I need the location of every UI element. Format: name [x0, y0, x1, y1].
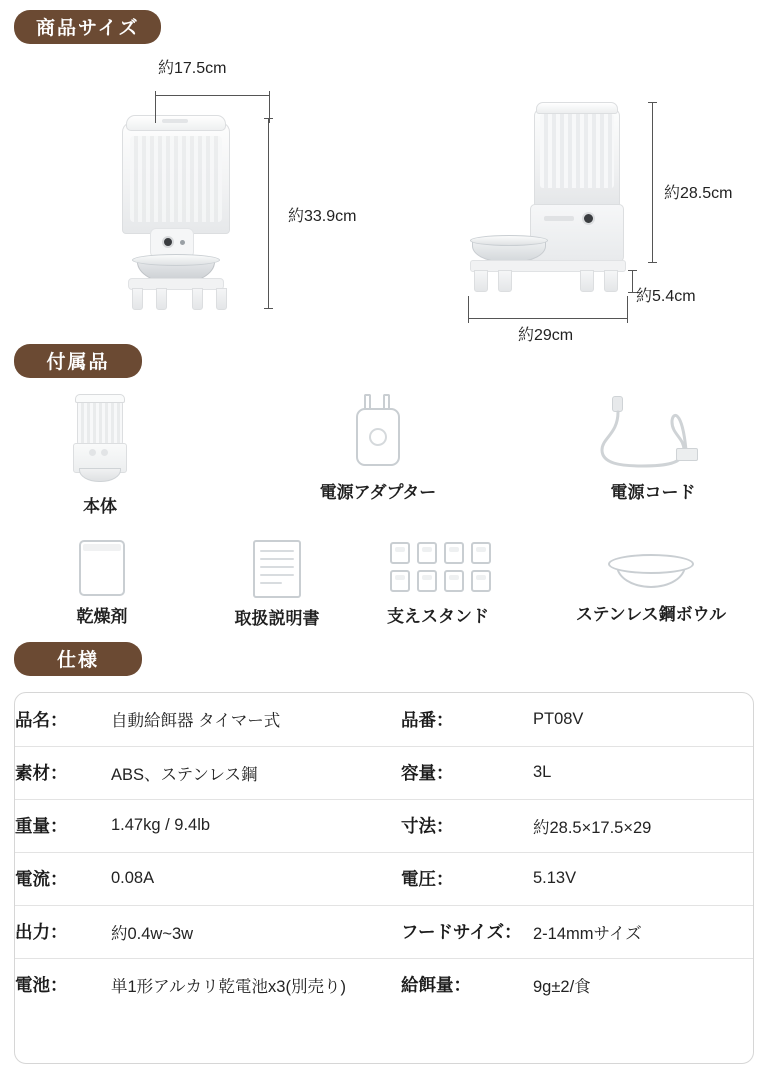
- spec-key: 電流：: [15, 852, 111, 905]
- spec-value: 3L: [533, 746, 753, 799]
- spec-key: 重量：: [15, 799, 111, 852]
- dim-tick: [648, 102, 657, 103]
- spec-value: PT08V: [533, 709, 584, 728]
- accessory-label: 乾燥剤: [76, 607, 128, 626]
- spec-section: [0, 640, 768, 1080]
- section-title-accessories: 付属品: [14, 344, 142, 378]
- spec-value: 9g±2/食: [533, 958, 753, 1011]
- spec-key: 電圧：: [401, 852, 533, 905]
- desiccant-icon: [79, 540, 125, 596]
- section-title-spec: 仕様: [14, 642, 142, 676]
- steel-bowl-icon: [608, 550, 694, 594]
- table-row: [15, 852, 753, 905]
- dim-label-front-width: 約17.5cm: [158, 60, 227, 77]
- accessories-section: [0, 340, 768, 640]
- spec-key: 品名：: [15, 709, 68, 730]
- dim-line-side-height: [652, 102, 653, 262]
- dim-line-side-clearance: [632, 270, 633, 292]
- accessory-label: 電源コード: [610, 483, 696, 502]
- dim-tick: [648, 262, 657, 263]
- accessory-item-adapter: [303, 394, 453, 503]
- table-row: [15, 799, 753, 852]
- accessory-item-cord: [578, 394, 728, 503]
- spec-value: 1.47kg / 9.4lb: [111, 799, 401, 852]
- dim-label-side-clearance: 約5.4cm: [636, 288, 696, 305]
- table-row: [15, 958, 753, 1011]
- spec-value: ABS、ステンレス鋼: [111, 746, 401, 799]
- dim-line-front-height: [268, 118, 269, 308]
- dim-label-front-height: 約33.9cm: [288, 208, 357, 225]
- spec-key: フードサイズ：: [401, 905, 533, 958]
- section-title-size: 商品サイズ: [14, 10, 161, 44]
- feeder-unit-icon: [65, 394, 135, 486]
- dim-tick: [264, 308, 273, 309]
- accessory-item-bowl: [551, 550, 751, 625]
- spec-key: 電池：: [15, 958, 111, 1011]
- spec-key: 給餌量：: [401, 958, 533, 1011]
- dim-tick: [628, 270, 637, 271]
- accessory-label: 取扱説明書: [234, 609, 320, 628]
- spec-value: 約28.5×17.5×29: [533, 799, 753, 852]
- dim-label-side-height: 約28.5cm: [664, 185, 733, 202]
- dim-line-side-depth: [468, 318, 628, 319]
- manual-icon: [253, 540, 301, 598]
- accessory-label: ステンレス鋼ボウル: [575, 605, 727, 624]
- table-row: [15, 693, 753, 746]
- accessory-item-main-unit: [30, 394, 170, 517]
- spec-key: 寸法：: [401, 799, 533, 852]
- accessory-item-stands: [373, 540, 503, 627]
- spec-value: 0.08A: [111, 852, 401, 905]
- product-side-view-illustration: [470, 100, 645, 310]
- accessory-label: 本体: [83, 497, 117, 516]
- spec-key: 品番：: [401, 709, 454, 730]
- product-front-view-illustration: [110, 110, 250, 310]
- table-row: [15, 746, 753, 799]
- accessory-label: 支えスタンド: [387, 607, 489, 626]
- spec-value: 単1形アルカリ乾電池x3(別売り): [111, 958, 401, 1011]
- spec-value: 自動給餌器 タイマー式: [111, 712, 281, 731]
- dim-ext: [627, 296, 628, 318]
- spec-key: 素材：: [15, 746, 111, 799]
- dim-label-side-depth: 約29cm: [518, 327, 574, 344]
- power-cord-icon: [598, 394, 708, 472]
- accessory-item-desiccant: [47, 540, 157, 627]
- size-section: [0, 0, 768, 344]
- support-stand-icon: [385, 540, 491, 596]
- spec-table: [15, 693, 753, 1011]
- spec-value: 約0.4w~3w: [111, 905, 401, 958]
- spec-key: 出力：: [15, 905, 111, 958]
- dim-line-front-width: [155, 95, 270, 96]
- spec-key: 容量：: [401, 746, 533, 799]
- dim-ext: [155, 95, 156, 123]
- spec-table-container: [14, 692, 754, 1064]
- accessory-label: 電源アダプター: [319, 483, 437, 502]
- power-adapter-icon: [347, 394, 409, 472]
- spec-value: 2-14mmサイズ: [533, 905, 753, 958]
- dim-tick: [264, 118, 273, 119]
- table-row: [15, 905, 753, 958]
- dim-ext: [468, 296, 469, 318]
- spec-value: 5.13V: [533, 852, 753, 905]
- accessory-item-manual: [212, 540, 342, 629]
